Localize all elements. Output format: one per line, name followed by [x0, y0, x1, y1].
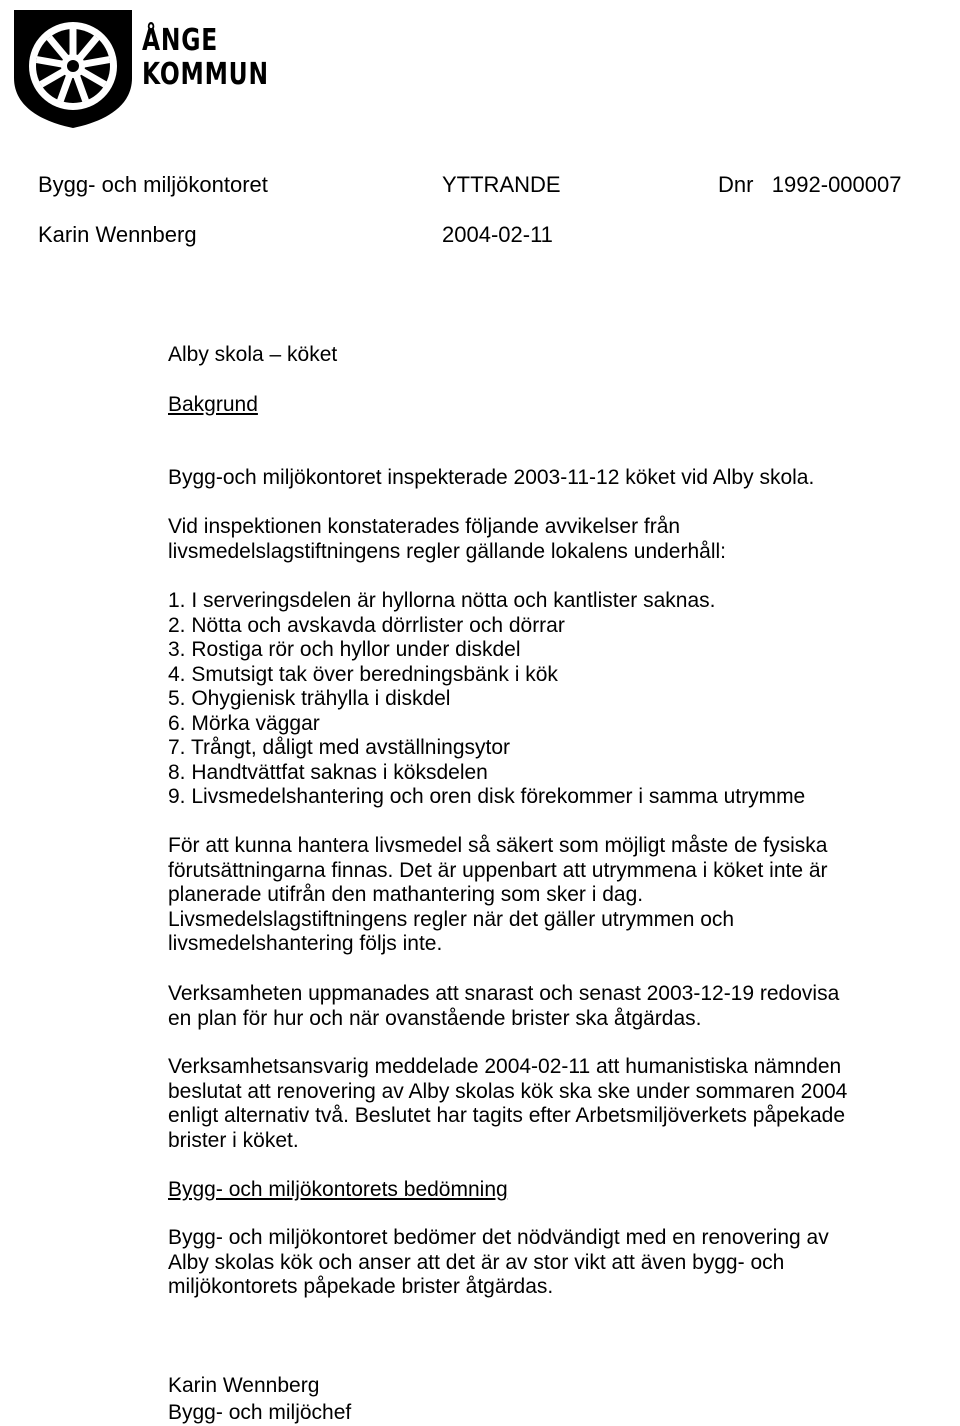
document-title: Alby skola – köket: [168, 343, 338, 366]
paragraph-line: en plan för hur och när ovanstående brister ska åtgärdas.: [168, 1006, 702, 1030]
paragraph-line: miljökontorets påpekade brister åtgärdas.: [168, 1275, 554, 1298]
list-item: 8. Handtvättfat saknas i köksdelen: [168, 760, 488, 784]
logo-wordmark: [142, 24, 269, 92]
list-item: 1. I serveringsdelen är hyllorna nötta och kantlister saknas.: [168, 589, 716, 612]
background-heading: Bakgrund: [168, 393, 258, 416]
deviation-list: [168, 589, 958, 810]
list-item: 7. Trångt, dåligt med avställningsytor: [168, 736, 511, 759]
paragraph-line: livsmedelshantering följs inte.: [168, 932, 443, 955]
assessment-heading: Bygg- och miljökontorets bedömning: [168, 1178, 508, 1201]
list-item: 3. Rostiga rör och hyllor under diskdel: [168, 638, 521, 661]
deviation-intro-line: Vid inspektionen konstaterades följande avvikelser från: [168, 515, 681, 538]
request-paragraph: [168, 982, 958, 1031]
paragraph-line: Livsmedelslagstiftningens regler när det gäller utrymmen och: [168, 907, 735, 931]
safety-paragraph: [168, 834, 958, 957]
list-item: 6. Mörka väggar: [168, 711, 320, 735]
municipality-logo: [10, 6, 269, 130]
paragraph-line: förutsättningarna finnas. Det är uppenbart att utrymmena i köket inte är: [168, 858, 828, 882]
signature-name: Karin Wennberg: [168, 1374, 320, 1397]
deviation-intro-line: livsmedelslagstiftningens regler gällande lokalens underhåll:: [168, 539, 726, 563]
header-author: Karin Wennberg: [38, 222, 197, 247]
paragraph-line: brister i köket.: [168, 1128, 299, 1152]
list-item: 4. Smutsigt tak över beredningsbänk i kök: [168, 662, 558, 686]
assessment-paragraph: [168, 1226, 958, 1300]
paragraph-line: enligt alternativ två. Beslutet har tagits efter Arbetsmiljöverkets påpekade: [168, 1104, 846, 1127]
response-paragraph: [168, 1055, 958, 1153]
header-date: 2004-02-11: [442, 222, 553, 247]
inspection-paragraph: Bygg-och miljökontoret inspekterade 2003-11-12 köket vid Alby skola.: [168, 466, 815, 489]
logo-line-2: KOMMUN: [142, 57, 269, 92]
deviation-intro: [168, 515, 958, 564]
paragraph-line: För att kunna hantera livsmedel så säkert som möjligt måste de fysiska: [168, 834, 828, 857]
header-department: Bygg- och miljökontoret: [38, 172, 268, 197]
list-item: 9. Livsmedelshantering och oren disk förekommer i samma utrymme: [168, 785, 806, 808]
paragraph-line: Verksamhetsansvarig meddelade 2004-02-11 att humanistiska nämnden: [168, 1055, 842, 1078]
logo-line-1: ÅNGE: [142, 23, 219, 58]
header-document-type: YTTRANDE: [442, 172, 561, 197]
wheel-shield-icon: [10, 6, 136, 130]
header-dnr-value: 1992-000007: [771, 172, 902, 197]
header-dnr-label: Dnr: [718, 172, 754, 197]
paragraph-line: beslutat att renovering av Alby skolas kök ska ske under sommaren 2004: [168, 1079, 848, 1103]
paragraph-line: Bygg- och miljökontoret bedömer det nödvändigt med en renovering av: [168, 1226, 829, 1249]
paragraph-line: planerade utifrån den mathantering som sker i dag.: [168, 883, 644, 906]
paragraph-line: Alby skolas kök och anser att det är av stor vikt att även bygg- och: [168, 1250, 785, 1274]
header-dnr: [718, 172, 901, 198]
list-item: 2. Nötta och avskavda dörrlister och dörrar: [168, 613, 565, 637]
signature-title: Bygg- och miljöchef: [168, 1401, 352, 1424]
signature-block: [168, 1372, 958, 1426]
list-item: 5. Ohygienisk trähylla i diskdel: [168, 687, 451, 710]
paragraph-line: Verksamheten uppmanades att snarast och senast 2003-12-19 redovisa: [168, 982, 840, 1005]
